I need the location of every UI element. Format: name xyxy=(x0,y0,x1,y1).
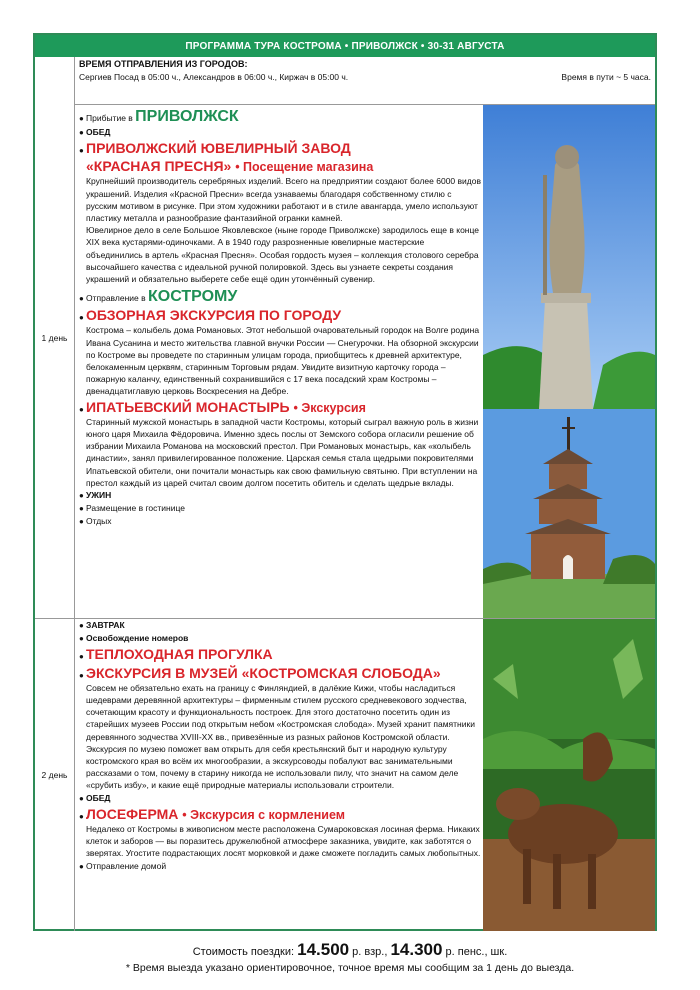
farm-extra: • Экскурсия с кормлением xyxy=(182,807,345,822)
list-item: ● ТЕПЛОХОДНАЯ ПРОГУЛКА xyxy=(79,646,273,663)
list-item: ● Отправление в КОСТРОМУ xyxy=(79,288,238,306)
adult-suffix: р. взр., xyxy=(349,946,391,958)
program-table xyxy=(33,33,657,931)
price-label: Стоимость поездки: xyxy=(192,946,298,958)
travel-time: Время в пути ~ 5 часа. xyxy=(561,72,651,82)
hotel-label: Размещение в гостинице xyxy=(86,503,185,514)
list-item: ● ПРИВОЛЖСКИЙ ЮВЕЛИРНЫЙ ЗАВОД xyxy=(79,140,351,157)
farm-text: Недалеко от Костромы в живописном месте расположена Сумароковская лосиная ферма. Никаких клеток и заборов — вы поразитесь дружелюбной атмосфере заказника, увидите, как заботятся о зверятах. Угостите подрастающих лосят морковкой и даже сможете погладить самых любопытных. xyxy=(86,824,481,859)
list-item: ● ИПАТЬЕВСКИЙ МОНАСТЫРЬ • Экскурсия xyxy=(79,398,366,415)
rest-label: Отдых xyxy=(86,516,112,527)
day-1-content xyxy=(79,107,483,529)
factory-subtitle xyxy=(79,157,483,175)
list-item: ● ОБЗОРНАЯ ЭКСКУРСИЯ ПО ГОРОДУ xyxy=(79,307,342,324)
list-item: ● ЭКСКУРСИЯ В МУЗЕЙ «КОСТРОМСКАЯ СЛОБОДА» xyxy=(79,664,441,681)
museum-title: ЭКСКУРСИЯ В МУЗЕЙ «КОСТРОМСКАЯ СЛОБОДА» xyxy=(86,664,441,681)
susanin-monument-photo xyxy=(483,105,655,409)
lunch-label: ОБЕД xyxy=(86,792,111,803)
list-item: ● ОБЕД xyxy=(79,792,111,803)
factory-text-2: Ювелирное дело в селе Большое Яковлевское (ныне городе Приволжске) зародилось еще в конце XIX века кустарями-одиночками. А в 1940 году разрозненные ювелирные мастерские объединились в артель «Красная Пресня». Особая гордость музея – коллекция столового серебра высочайшего качества с идеальной ручной полировкой. Здесь вы узнаете секреты создания украшений и обязательно выберете себе ещё один утончённый сувенир. xyxy=(86,225,479,285)
departure-title: ВРЕМЯ ОТПРАВЛЕНИЯ ИЗ ГОРОДОВ: xyxy=(79,59,248,69)
list-item: ● Освобождение номеров xyxy=(79,633,189,644)
arrival-prefix: Прибытие в xyxy=(86,113,136,123)
list-item: ● Отдых xyxy=(79,516,112,527)
list-item: ● Отправление домой xyxy=(79,860,167,871)
checkout-label: Освобождение номеров xyxy=(86,633,189,644)
museum-text: Совсем не обязательно ехать на границу с Финляндией, в далёкие Кижи, чтобы насладиться шедеврами деревянной архитектуры – фирменным стилем русского средневекового зодчества, сочетающим красоту и функциональность построек. Для этого достаточно посетить один из старейших музеев России под открытым небом «Костромская слобода». Музей хранит памятники деревянного зодчества XVIII-XX вв., привезённые из разных районов Костромской области. xyxy=(86,682,475,742)
pensioner-suffix: р. пенс., шк. xyxy=(442,946,508,958)
monastery-title: ИПАТЬЕВСКИЙ МОНАСТЫРЬ xyxy=(86,398,294,415)
lunch-label: ОБЕД xyxy=(86,127,111,137)
day-1-label: 1 день xyxy=(35,57,75,618)
arrival-city: ПРИВОЛЖСК xyxy=(135,108,239,125)
dinner-label: УЖИН xyxy=(86,490,112,501)
price-adult: 14.500 xyxy=(297,940,350,959)
list-item: ● Прибытие в ПРИВОЛЖСК xyxy=(79,108,239,125)
city-tour-title: ОБЗОРНАЯ ЭКСКУРСИЯ ПО ГОРОДУ xyxy=(86,307,342,324)
factory-name: «КРАСНАЯ ПРЕСНЯ» xyxy=(86,158,236,175)
city-tour-text: Кострома – колыбель дома Романовых. Этот небольшой очаровательный городок на Волге родина Ивана Сусанина и место жительства главной внучки России — Снегурочки. На обзорной экскурсии по Костроме вы проведете по старинным улицам города, приобщитесь к древней архитектуре, белокаменным церквям, старинным Торговым рядам. Увидите визитную карточку города – пожарную каланчу, единственный сохранившийся с 17 века посадский храм Костромы – двенадцатиглавую церковь Воскресения на Дебре. xyxy=(86,325,480,397)
depart-prefix: Отправление в xyxy=(86,293,148,304)
monastery-text: Старинный мужской монастырь в западной части Костромы, который сыграл важную роль в жизни юного царя Михаила Фёдоровича. Именно здесь послы от Земского собора огласили решение об избрании Михаила Романова на московский престол. При Романовых монастырь, как «колыбель династии», занял привилегированное положение. Царская семья стала щедрыми покровителями Ипатьевской обители, они почитали монастырь как свою фамильную святыню. При вступлении на престол каждый из царей считал своим долгом посетить обитель и сделать щедрые вклады. xyxy=(86,416,479,488)
day-2-label: 2 день xyxy=(35,618,75,931)
program-title: ПРОГРАММА ТУРА КОСТРОМА • ПРИВОЛЖСК • 30-31 АВГУСТА xyxy=(35,35,655,57)
breakfast-label: ЗАВТРАК xyxy=(86,620,125,630)
farm-title: ЛОСЕФЕРМА xyxy=(86,805,183,822)
departure-block xyxy=(79,59,651,82)
depart-city: КОСТРОМУ xyxy=(147,288,238,306)
list-item: ● ЛОСЕФЕРМА • Экскурсия с кормлением xyxy=(79,805,345,822)
monastery-extra: • Экскурсия xyxy=(293,400,366,415)
list-item: ● ЗАВТРАК xyxy=(79,620,125,630)
boat-title: ТЕПЛОХОДНАЯ ПРОГУЛКА xyxy=(86,646,273,663)
museum-text-2: Экскурсия по музею поможет вам открыть для себя крестьянский быт и народную культуру костромского края во всём их многообразии, а экскурсоводы побалуют вас занимательными рассказами о том, почему в старину никогда не использовали пилу, что значит на самом деле «срубить избу», и какие ещё природные материалы использовали строители. xyxy=(86,743,459,791)
list-item: ● ОБЕД xyxy=(79,127,111,137)
wooden-church-photo xyxy=(483,409,655,618)
factory-extra: • Посещение магазина xyxy=(235,160,374,175)
price-pensioner: 14.300 xyxy=(390,940,443,959)
price-line xyxy=(0,940,700,960)
departure-cities: Сергиев Посад в 05:00 ч., Александров в 06:00 ч., Киржач в 05:00 ч. xyxy=(79,72,349,82)
moose-calf-photo xyxy=(483,619,655,931)
list-item: ● УЖИН xyxy=(79,490,112,501)
list-item: ● Размещение в гостинице xyxy=(79,503,185,514)
factory-text: Крупнейший производитель серебряных изделий. Всего на предприятии создают более 6000 видов украшений. Изделия «Красной Пресни» всегда узнаваемы благодаря собственному стилю с русским мотивом в рисунке. При этом художники работают и в стиле авангарда, умело используют пластику металла и разнообразие фантазийной огранки камней. xyxy=(86,176,481,224)
factory-title: ПРИВОЛЖСКИЙ ЮВЕЛИРНЫЙ ЗАВОД xyxy=(86,140,351,157)
day-2-content xyxy=(79,619,483,873)
footnote: * Время выезда указано ориентировочное, точное время мы сообщим за 1 день до выезда. xyxy=(125,962,575,974)
home-label: Отправление домой xyxy=(86,860,167,871)
